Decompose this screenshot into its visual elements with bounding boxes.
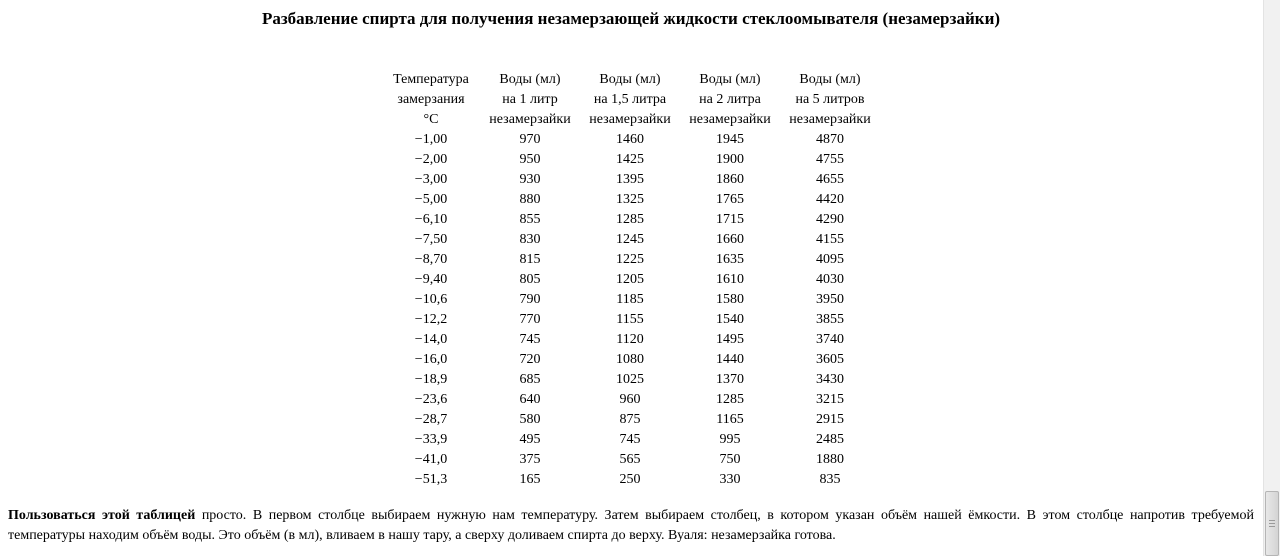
cell-water-5l: 1880 [816,452,844,467]
cell-water-1-5l: 960 [619,392,641,407]
cell-water-2l: 1945 [716,132,744,147]
cell-water-5l: 4290 [816,212,844,227]
cell-water-1l: 685 [519,372,541,387]
cell-temperature: −28,7 [414,412,448,427]
cell-water-1l: 880 [519,192,541,207]
scrollbar-thumb[interactable] [1265,491,1279,556]
table-body [382,130,880,490]
header-line: на 5 литров [795,92,865,107]
header-water-5l [780,70,880,130]
cell-temperature: −2,00 [414,152,448,167]
cell-water-1-5l: 1080 [616,352,644,367]
cell-water-1-5l: 1205 [616,272,644,287]
instructions-paragraph [8,506,1254,546]
cell-temperature: −10,6 [414,292,448,307]
cell-water-1l: 375 [519,452,541,467]
cell-water-1l: 815 [519,252,541,267]
cell-water-1-5l: 1395 [616,172,644,187]
table-row [382,190,880,210]
table-header-row [382,70,880,130]
table-row [382,250,880,270]
header-line: незамерзайки [689,112,771,127]
table-row [382,150,880,170]
cell-water-2l: 1285 [716,392,744,407]
cell-water-2l: 330 [719,472,741,487]
grip-line [1269,520,1275,521]
cell-water-5l: 3950 [816,292,844,307]
cell-water-1l: 580 [519,412,541,427]
dilution-table [382,70,880,490]
cell-temperature: −5,00 [414,192,448,207]
cell-water-5l: 3430 [816,372,844,387]
cell-temperature: −8,70 [414,252,448,267]
page-title: Разбавление спирта для получения незамерзающей жидкости стеклоомывателя (незамерзайки) [261,9,1001,28]
cell-temperature: −3,00 [414,172,448,187]
cell-temperature: −33,9 [414,432,448,447]
cell-water-1-5l: 1425 [616,152,644,167]
cell-water-1-5l: 1460 [616,132,644,147]
cell-water-2l: 750 [719,452,741,467]
table-row [382,390,880,410]
cell-temperature: −7,50 [414,232,448,247]
header-line: Температура [393,72,469,87]
cell-water-1l: 640 [519,392,541,407]
cell-water-2l: 995 [719,432,741,447]
table-row [382,290,880,310]
cell-water-1l: 970 [519,132,541,147]
cell-temperature: −1,00 [414,132,448,147]
cell-temperature: −18,9 [414,372,448,387]
cell-water-2l: 1635 [716,252,744,267]
header-temperature [382,70,480,130]
header-line: °С [423,112,439,127]
table-row [382,350,880,370]
cell-temperature: −51,3 [414,472,448,487]
header-line: Воды (мл) [699,72,761,87]
cell-water-2l: 1540 [716,312,744,327]
instructions-text: просто. В первом столбце выбираем нужную нам температуру. Затем выбираем столбец, в котором указан объём нашей ёмкости. В этом столбце напротив требуемой температуры находим объём воды. Это объём (в мл), вливаем в нашу тару, а сверху доливаем спирта до верху. Вуаля: незамерзайка готова. [8,508,1255,543]
cell-water-5l: 4755 [816,152,844,167]
cell-temperature: −16,0 [414,352,448,367]
cell-water-1l: 805 [519,272,541,287]
cell-water-5l: 4095 [816,252,844,267]
cell-water-1-5l: 745 [619,432,641,447]
cell-water-5l: 2915 [816,412,844,427]
cell-water-2l: 1765 [716,192,744,207]
cell-water-1-5l: 1120 [616,332,644,347]
cell-water-1-5l: 1185 [616,292,644,307]
cell-water-5l: 835 [819,472,841,487]
table-row [382,310,880,330]
cell-water-2l: 1495 [716,332,744,347]
cell-temperature: −14,0 [414,332,448,347]
cell-water-1-5l: 250 [619,472,641,487]
header-line: на 1,5 литра [593,92,667,107]
table-row [382,370,880,390]
table-row [382,430,880,450]
vertical-scrollbar[interactable] [1263,0,1280,556]
cell-water-2l: 1900 [716,152,744,167]
header-line: на 1 литр [502,92,558,107]
cell-water-1l: 495 [519,432,541,447]
cell-water-1l: 950 [519,152,541,167]
cell-temperature: −23,6 [414,392,448,407]
grip-line [1269,526,1275,527]
cell-water-1l: 720 [519,352,541,367]
table-row [382,410,880,430]
grip-line [1269,523,1275,524]
cell-water-5l: 4030 [816,272,844,287]
cell-water-5l: 3605 [816,352,844,367]
cell-water-5l: 4655 [816,172,844,187]
cell-water-5l: 4420 [816,192,844,207]
cell-water-1-5l: 1245 [616,232,644,247]
cell-water-2l: 1165 [716,412,744,427]
cell-water-5l: 2485 [816,432,844,447]
cell-temperature: −12,2 [414,312,448,327]
header-line: незамерзайки [589,112,671,127]
header-line: Воды (мл) [599,72,661,87]
cell-water-5l: 3740 [816,332,844,347]
table-row [382,210,880,230]
cell-water-5l: 4155 [816,232,844,247]
cell-water-5l: 4870 [816,132,844,147]
header-line: на 2 литра [699,92,761,107]
cell-water-5l: 3215 [816,392,844,407]
cell-water-2l: 1440 [716,352,744,367]
cell-water-5l: 3855 [816,312,844,327]
cell-water-1-5l: 1025 [616,372,644,387]
header-line: замерзания [397,92,465,107]
header-line: незамерзайки [789,112,871,127]
cell-water-1-5l: 1155 [616,312,644,327]
table-row [382,230,880,250]
instructions-lead: Пользоваться этой таблицей [8,508,196,523]
table-row [382,270,880,290]
cell-water-2l: 1580 [716,292,744,307]
cell-water-1-5l: 1325 [616,192,644,207]
cell-water-1-5l: 1225 [616,252,644,267]
cell-water-1l: 745 [519,332,541,347]
cell-water-1-5l: 565 [619,452,641,467]
cell-temperature: −41,0 [414,452,448,467]
cell-water-2l: 1660 [716,232,744,247]
header-line: Воды (мл) [499,72,561,87]
table-row [382,470,880,490]
cell-temperature: −6,10 [414,212,448,227]
cell-water-1l: 855 [519,212,541,227]
cell-water-1l: 790 [519,292,541,307]
cell-water-1-5l: 875 [619,412,641,427]
header-water-1-5l [580,70,680,130]
table-row [382,450,880,470]
cell-water-1l: 930 [519,172,541,187]
cell-water-2l: 1610 [716,272,744,287]
cell-water-1-5l: 1285 [616,212,644,227]
header-line: незамерзайки [489,112,571,127]
cell-water-2l: 1860 [716,172,744,187]
cell-water-1l: 165 [519,472,541,487]
table-row [382,170,880,190]
cell-water-2l: 1715 [716,212,744,227]
cell-water-1l: 770 [519,312,541,327]
header-water-1l [480,70,580,130]
cell-water-2l: 1370 [716,372,744,387]
cell-water-1l: 830 [519,232,541,247]
cell-temperature: −9,40 [414,272,448,287]
table-row [382,130,880,150]
header-line: Воды (мл) [799,72,861,87]
header-water-2l [680,70,780,130]
table-row [382,330,880,350]
